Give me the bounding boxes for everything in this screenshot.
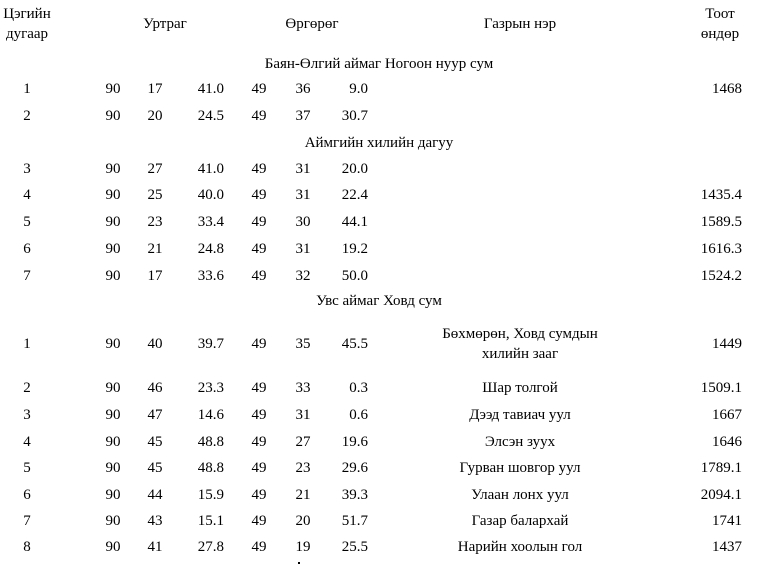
longitude-minutes: 46 xyxy=(147,380,163,396)
latitude-minutes: 30 xyxy=(295,214,311,230)
longitude-minutes: 45 xyxy=(147,460,163,476)
point-number: 7 xyxy=(23,513,31,529)
longitude-degrees: 90 xyxy=(105,539,121,555)
point-number: 2 xyxy=(23,380,31,396)
place-name: Шар толгой xyxy=(482,380,558,396)
latitude-minutes: 31 xyxy=(295,407,311,423)
header-elevation-line2: өндөр xyxy=(700,26,740,42)
latitude-minutes: 27 xyxy=(295,434,311,450)
longitude-degrees: 90 xyxy=(105,434,121,450)
place-name: Газар балархай xyxy=(471,513,569,529)
latitude-minutes: 21 xyxy=(295,487,311,503)
longitude-seconds: 41.0 xyxy=(197,161,224,177)
place-name: Нарийн хоолын гол xyxy=(457,539,583,555)
elevation: 1667 xyxy=(712,407,742,423)
longitude-degrees: 90 xyxy=(105,380,121,396)
latitude-degrees: 49 xyxy=(251,336,267,352)
place-name: Бөхмөрөн, Ховд сумдын хилийн зааг xyxy=(442,326,598,362)
latitude-seconds: 9.0 xyxy=(349,81,368,97)
latitude-degrees: 49 xyxy=(251,487,267,503)
longitude-seconds: 15.9 xyxy=(197,487,224,503)
elevation: 1741 xyxy=(712,513,742,529)
longitude-degrees: 90 xyxy=(105,268,121,284)
latitude-seconds: 19.6 xyxy=(341,434,368,450)
elevation: 1524.2 xyxy=(700,268,742,284)
latitude-degrees: 49 xyxy=(251,81,267,97)
point-number: 3 xyxy=(23,407,31,423)
latitude-seconds: 44.1 xyxy=(341,214,368,230)
longitude-seconds: 39.7 xyxy=(197,336,224,352)
longitude-seconds: 23.3 xyxy=(197,380,224,396)
latitude-seconds: 25.5 xyxy=(341,539,368,555)
latitude-minutes: 36 xyxy=(295,81,311,97)
header-point-number-line2: дугаар xyxy=(5,26,49,42)
latitude-seconds: 39.3 xyxy=(341,487,368,503)
header-point-number-line1: Цэгийн xyxy=(3,6,51,22)
elevation: 2094.1 xyxy=(700,487,742,503)
latitude-degrees: 49 xyxy=(251,434,267,450)
elevation: 1589.5 xyxy=(700,214,742,230)
longitude-seconds: 33.4 xyxy=(197,214,224,230)
latitude-minutes: 31 xyxy=(295,241,311,257)
longitude-minutes: 40 xyxy=(147,336,163,352)
latitude-minutes: 32 xyxy=(295,268,311,284)
point-number: 7 xyxy=(23,268,31,284)
latitude-seconds: 30.7 xyxy=(341,108,368,124)
latitude-degrees: 49 xyxy=(251,268,267,284)
longitude-degrees: 90 xyxy=(105,241,121,257)
latitude-minutes: 23 xyxy=(295,460,311,476)
longitude-minutes: 45 xyxy=(147,434,163,450)
point-number: 4 xyxy=(23,187,31,203)
longitude-minutes: 25 xyxy=(147,187,163,203)
longitude-seconds: 41.0 xyxy=(197,81,224,97)
latitude-degrees: 49 xyxy=(251,407,267,423)
longitude-minutes: 41 xyxy=(147,539,163,555)
longitude-minutes: 20 xyxy=(147,108,163,124)
latitude-seconds: 29.6 xyxy=(341,460,368,476)
header-elevation-line1: Тоот xyxy=(705,6,735,22)
longitude-seconds: 24.5 xyxy=(197,108,224,124)
latitude-seconds: 19.2 xyxy=(341,241,368,257)
elevation: 1449 xyxy=(712,336,742,352)
elevation: 1435.4 xyxy=(700,187,742,203)
latitude-degrees: 49 xyxy=(251,161,267,177)
latitude-seconds: 51.7 xyxy=(341,513,368,529)
latitude-seconds: 45.5 xyxy=(341,336,368,352)
latitude-degrees: 49 xyxy=(251,187,267,203)
latitude-degrees: 49 xyxy=(251,241,267,257)
latitude-seconds: 22.4 xyxy=(341,187,368,203)
point-number: 2 xyxy=(23,108,31,124)
longitude-degrees: 90 xyxy=(105,407,121,423)
longitude-degrees: 90 xyxy=(105,336,121,352)
longitude-degrees: 90 xyxy=(105,161,121,177)
latitude-minutes: 31 xyxy=(295,161,311,177)
latitude-degrees: 49 xyxy=(251,214,267,230)
longitude-seconds: 48.8 xyxy=(197,434,224,450)
elevation: 1468 xyxy=(712,81,742,97)
longitude-seconds: 33.6 xyxy=(197,268,224,284)
point-number: 1 xyxy=(23,336,31,352)
latitude-degrees: 49 xyxy=(251,539,267,555)
elevation: 1646 xyxy=(712,434,742,450)
longitude-degrees: 90 xyxy=(105,108,121,124)
stray-mark xyxy=(298,562,300,564)
longitude-seconds: 15.1 xyxy=(197,513,224,529)
longitude-minutes: 21 xyxy=(147,241,163,257)
longitude-seconds: 14.6 xyxy=(197,407,224,423)
point-number: 4 xyxy=(23,434,31,450)
section-heading-aimag-border: Аймгийн хилийн дагуу xyxy=(304,135,454,151)
latitude-minutes: 37 xyxy=(295,108,311,124)
place-name: Гурван шовгор уул xyxy=(459,460,581,476)
latitude-degrees: 49 xyxy=(251,513,267,529)
longitude-minutes: 44 xyxy=(147,487,163,503)
point-number: 3 xyxy=(23,161,31,177)
longitude-minutes: 17 xyxy=(147,81,163,97)
place-name: Улаан лонх уул xyxy=(471,487,569,503)
longitude-degrees: 90 xyxy=(105,460,121,476)
section-heading-uvs-khovd: Увс аймаг Ховд сум xyxy=(316,293,442,309)
latitude-seconds: 20.0 xyxy=(341,161,368,177)
header-longitude: Уртраг xyxy=(143,16,187,32)
latitude-seconds: 0.3 xyxy=(349,380,368,396)
latitude-minutes: 31 xyxy=(295,187,311,203)
latitude-degrees: 49 xyxy=(251,108,267,124)
longitude-seconds: 40.0 xyxy=(197,187,224,203)
latitude-minutes: 20 xyxy=(295,513,311,529)
point-number: 6 xyxy=(23,241,31,257)
longitude-minutes: 43 xyxy=(147,513,163,529)
elevation: 1437 xyxy=(712,539,742,555)
longitude-degrees: 90 xyxy=(105,214,121,230)
elevation: 1616.3 xyxy=(700,241,742,257)
longitude-minutes: 27 xyxy=(147,161,163,177)
longitude-seconds: 48.8 xyxy=(197,460,224,476)
latitude-seconds: 50.0 xyxy=(341,268,368,284)
point-number: 8 xyxy=(23,539,31,555)
place-name: Элсэн зуух xyxy=(484,434,556,450)
longitude-degrees: 90 xyxy=(105,513,121,529)
longitude-minutes: 47 xyxy=(147,407,163,423)
latitude-seconds: 0.6 xyxy=(349,407,368,423)
point-number: 5 xyxy=(23,460,31,476)
elevation: 1789.1 xyxy=(700,460,742,476)
longitude-minutes: 23 xyxy=(147,214,163,230)
latitude-minutes: 33 xyxy=(295,380,311,396)
latitude-minutes: 19 xyxy=(295,539,311,555)
header-place-name: Газрын нэр xyxy=(483,16,557,32)
longitude-seconds: 24.8 xyxy=(197,241,224,257)
section-heading-bayan-olgii: Баян-Өлгий аймаг Ногоон нуур сум xyxy=(264,56,494,72)
longitude-degrees: 90 xyxy=(105,487,121,503)
latitude-degrees: 49 xyxy=(251,460,267,476)
latitude-minutes: 35 xyxy=(295,336,311,352)
place-name: Дээд тавиач уул xyxy=(469,407,571,423)
point-number: 6 xyxy=(23,487,31,503)
latitude-degrees: 49 xyxy=(251,380,267,396)
header-latitude: Өргөрөг xyxy=(285,16,339,32)
elevation: 1509.1 xyxy=(700,380,742,396)
longitude-seconds: 27.8 xyxy=(197,539,224,555)
longitude-degrees: 90 xyxy=(105,81,121,97)
longitude-degrees: 90 xyxy=(105,187,121,203)
longitude-minutes: 17 xyxy=(147,268,163,284)
point-number: 1 xyxy=(23,81,31,97)
point-number: 5 xyxy=(23,214,31,230)
